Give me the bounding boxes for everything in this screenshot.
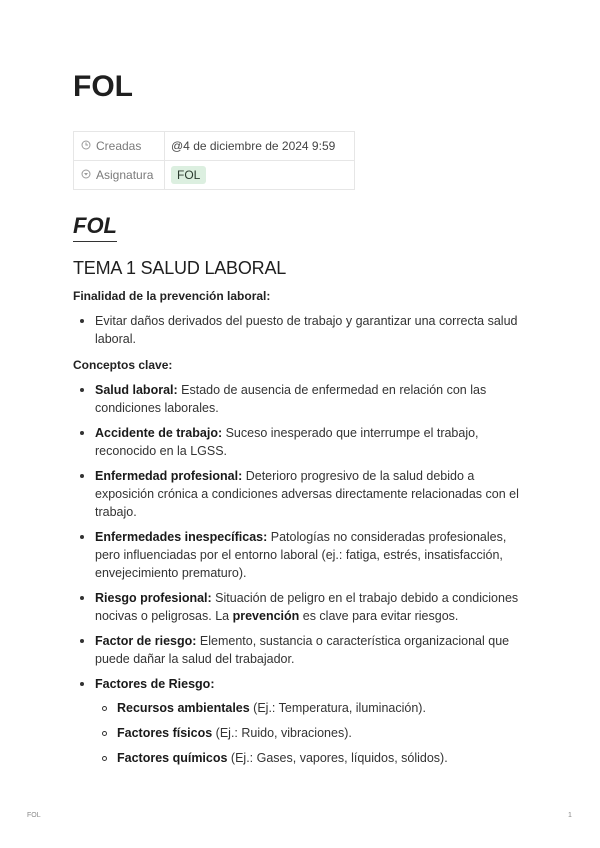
property-key: Creadas [74,132,165,161]
list-item: Factores químicos (Ej.: Gases, vapores, líquidos, sólidos). [95,749,533,767]
heading-1: FOL [73,212,117,242]
list-item: Riesgo profesional: Situación de peligro en el trabajo debido a condiciones nocivas o peligrosas. La prevención es clave para evitar riesgos. [73,589,533,625]
dropdown-circle-icon [80,169,91,181]
footer-page-number: 1 [568,812,572,819]
list-item: Factores físicos (Ej.: Ruido, vibraciones). [95,724,533,742]
list-item: Factores de Riesgo: Recursos ambientales (Ej.: Temperatura, iluminación). Factores físicos (Ej.: Ruido, vibraciones). Factores químicos (Ej.: Gases, vapores, líquidos, sólidos). [73,675,533,767]
risk-factors-list [95,699,533,767]
list-item: Accidente de trabajo: Suceso inesperado que interrumpe el trabajo, reconocido en la LGSS. [73,424,533,460]
property-key: Asignatura [74,161,165,190]
section-label-purpose: Finalidad de la prevención laboral: [73,289,271,303]
purpose-list [73,312,533,355]
property-row [74,161,355,190]
page-title: FOL [73,70,133,103]
properties-table [73,131,355,190]
concepts-list [73,381,533,774]
footer-document-name: FOL [27,812,41,819]
list-item: Recursos ambientales (Ej.: Temperatura, iluminación). [95,699,533,717]
list-item: Evitar daños derivados del puesto de trabajo y garantizar una correcta salud laboral. [73,312,533,348]
subject-tag[interactable]: FOL [171,166,206,184]
property-row [74,132,355,161]
section-label-concepts: Conceptos clave: [73,358,173,372]
heading-2: TEMA 1 SALUD LABORAL [73,258,287,278]
list-item: Salud laboral: Estado de ausencia de enfermedad en relación con las condiciones laborales. [73,381,533,417]
property-value-created: @4 de diciembre de 2024 9:59 [165,132,355,161]
list-item: Enfermedad profesional: Deterioro progresivo de la salud debido a exposición crónica a condiciones adversas directamente relacionadas con el trabajo. [73,467,533,521]
list-item: Enfermedades inespecíficas: Patologías no consideradas profesionales, pero influenciadas por el entorno laboral (ej.: fatiga, estrés, insatisfacción, envejecimiento prematuro). [73,528,533,582]
property-value-subject [165,161,355,190]
clock-icon [80,140,91,152]
list-item: Factor de riesgo: Elemento, sustancia o característica organizacional que puede dañar la salud del trabajador. [73,632,533,668]
